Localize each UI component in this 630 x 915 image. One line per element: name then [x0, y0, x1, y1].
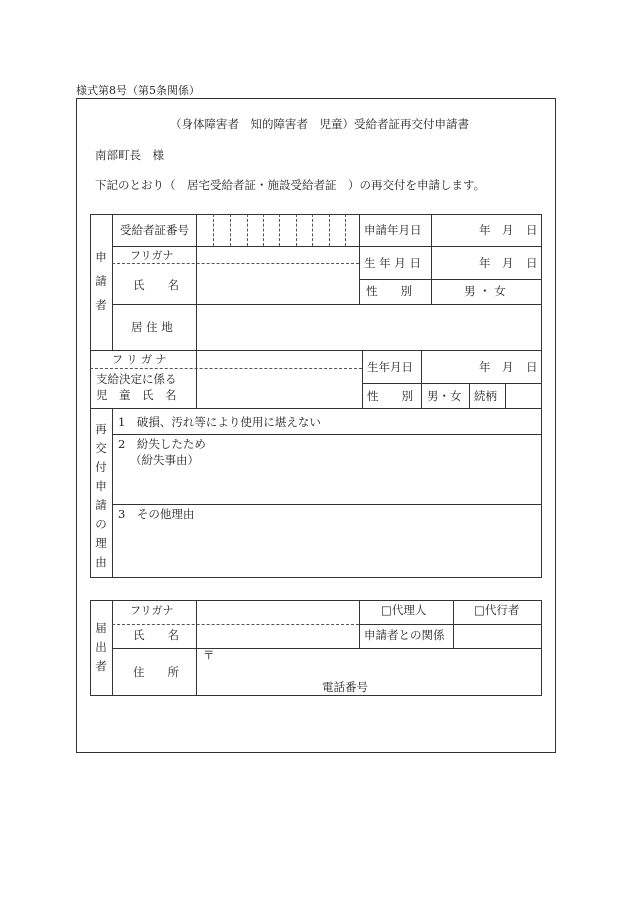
filer-address-label: 住 所	[133, 665, 179, 679]
address-label: 居 住 地	[131, 320, 173, 334]
postal-mark: 〒	[203, 648, 215, 662]
applicant-furigana-label: フリガナ	[130, 249, 174, 262]
table-line	[112, 624, 359, 625]
year-label: 年	[479, 256, 491, 270]
table-line	[112, 648, 542, 649]
statement: 下記のとおり（ 居宅受給者証・施設受給者証 ）の再交付を申請します。	[95, 178, 486, 192]
table-line	[196, 304, 197, 350]
table-line	[421, 350, 422, 408]
month-label: 月	[502, 223, 514, 237]
table-line	[505, 383, 506, 408]
digit-sep	[312, 214, 313, 246]
child-sex-label: 性 別	[367, 389, 413, 403]
agent-checkbox[interactable]: □代行者	[474, 603, 520, 617]
relation-to-applicant-label: 申請者との関係	[364, 628, 445, 642]
year-label: 年	[479, 360, 491, 374]
applicant-label: 申 請 者	[95, 250, 107, 312]
digit-sep	[263, 214, 264, 246]
reason-label: 再 交 付 申 請 の 理 由	[95, 422, 107, 569]
filer-label: 届 出 者	[95, 621, 107, 673]
table-line	[196, 214, 197, 304]
digit-sep	[279, 214, 280, 246]
table-line	[112, 304, 542, 305]
form-number: 様式第8号（第5条関係）	[76, 84, 200, 97]
digit-sep	[247, 214, 248, 246]
month-label: 月	[502, 360, 514, 374]
day-label: 日	[526, 256, 538, 270]
table-line	[359, 624, 542, 625]
child-name-label-2: 児 童 氏 名	[96, 388, 177, 402]
table-line	[359, 214, 360, 304]
addressee: 南部町長 様	[95, 148, 164, 162]
filer-furigana-label: フリガナ	[130, 604, 174, 617]
digit-sep	[296, 214, 297, 246]
day-label: 日	[526, 360, 538, 374]
table-line	[469, 383, 470, 408]
child-sex-options: 男・女	[427, 389, 462, 403]
filer-name-label: 氏 名	[133, 628, 179, 642]
table-line	[112, 263, 359, 264]
reason-item-2-sub: （紛失事由）	[130, 453, 199, 467]
table-line	[112, 434, 542, 435]
day-label: 日	[526, 223, 538, 237]
child-name-label-1: 支給決定に係る	[96, 372, 177, 386]
proxy-checkbox[interactable]: □代理人	[381, 603, 427, 617]
apply-date-label: 申請年月日	[364, 223, 422, 237]
table-line	[90, 368, 362, 369]
table-line	[90, 350, 542, 351]
reason-item-3: 3 その他理由	[118, 507, 195, 521]
digit-sep	[230, 214, 231, 246]
relation-label: 続柄	[474, 389, 497, 403]
applicant-name-label: 氏 名	[133, 278, 179, 292]
digit-sep	[345, 214, 346, 246]
digit-sep	[213, 214, 214, 246]
reason-item-2: 2 紛失したため	[118, 437, 206, 451]
form-title: （身体障害者 知的障害者 児童）受給者証再交付申請書	[170, 117, 469, 131]
table-line	[112, 214, 113, 350]
table-line	[362, 383, 542, 384]
phone-label: 電話番号	[322, 680, 368, 694]
sex-options: 男 ・ 女	[464, 284, 506, 298]
sex-label: 性 別	[366, 284, 412, 298]
child-birth-label: 生年月日	[367, 360, 413, 374]
child-furigana-label: フ リ ガ ナ	[112, 353, 167, 366]
table-line	[362, 350, 363, 408]
table-line	[90, 408, 542, 409]
table-line	[112, 246, 542, 247]
month-label: 月	[502, 256, 514, 270]
table-line	[359, 279, 542, 280]
birth-label: 生 年 月 日	[364, 256, 421, 270]
reason-item-1: 1 破損、汚れ等により使用に堪えない	[118, 415, 321, 429]
year-label: 年	[479, 223, 491, 237]
table-line	[431, 214, 432, 304]
table-line	[112, 504, 542, 505]
cert-no-label: 受給者証番号	[120, 223, 189, 237]
table-line	[196, 350, 197, 408]
digit-sep	[329, 214, 330, 246]
